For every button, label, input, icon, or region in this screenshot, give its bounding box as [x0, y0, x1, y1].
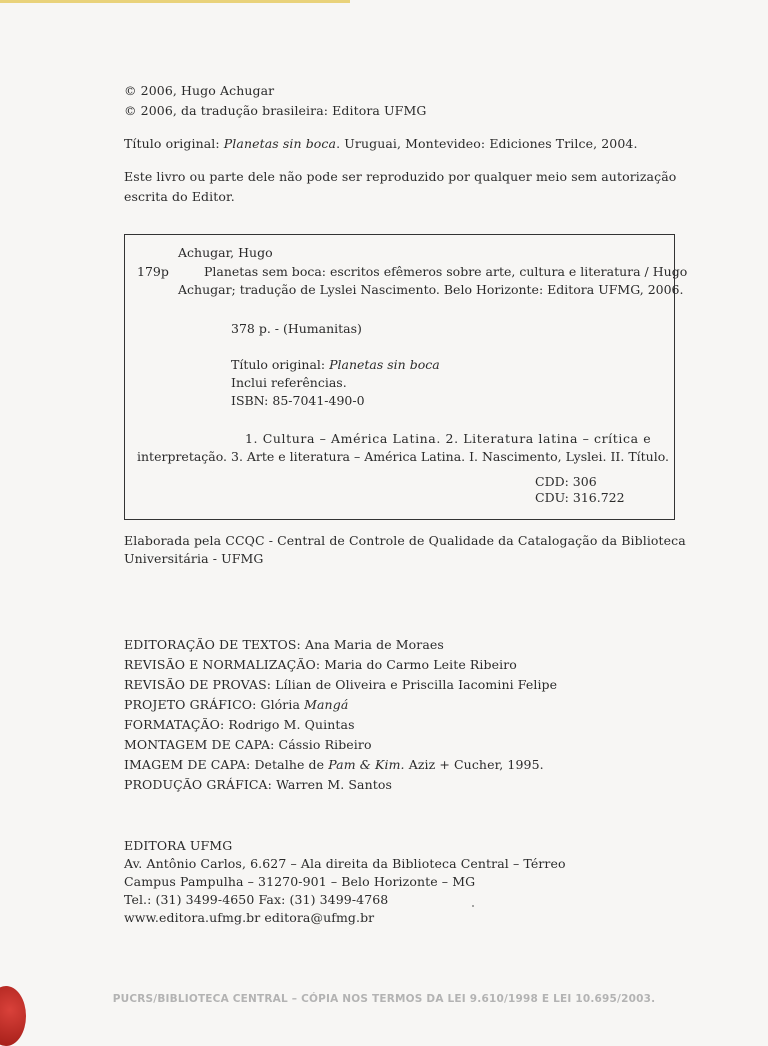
rights-notice-line2: escrita do Editor. [124, 189, 235, 204]
catalog-original-title-prefix: Título original: [231, 357, 330, 372]
publisher-web: www.editora.ufmg.br editora@ufmg.br [124, 910, 375, 925]
catalog-title-line2: Achugar; tradução de Lyslei Nascimento. Belo Horizonte: Editora UFMG, 2006. [178, 282, 684, 297]
credit-role: EDITORAÇÃO DE TEXTOS: [124, 637, 305, 652]
credit-name: Lílian de Oliveira e Priscilla Iacomini Felipe [275, 677, 558, 692]
catalog-isbn: ISBN: 85-7041-490-0 [231, 393, 365, 408]
catalog-title-line1: Planetas sem boca: escritos efêmeros sobre arte, cultura e literatura / Hugo [204, 264, 688, 279]
credit-name: Glória [260, 697, 305, 712]
catalog-author: Achugar, Hugo [178, 245, 273, 260]
credit-name-suffix: Aziz + Cucher, 1995. [404, 757, 544, 772]
credit-cover-image [124, 757, 544, 772]
credit-role: MONTAGEM DE CAPA: [124, 737, 279, 752]
credit-graphic-production [124, 777, 392, 792]
credit-name: Maria do Carmo Leite Ribeiro [324, 657, 517, 672]
credit-name-italic: Mangá [304, 697, 349, 712]
catalog-references: Inclui referências. [231, 375, 347, 390]
catalog-original-title-italic: Planetas sin boca [329, 357, 440, 372]
original-title-suffix: . Uruguai, Montevideo: Ediciones Trilce, 2004. [336, 136, 638, 151]
credit-role: IMAGEM DE CAPA: [124, 757, 255, 772]
rights-notice-line1: Este livro ou parte dele não pode ser reproduzido por qualquer meio sem autorização [124, 169, 677, 184]
credit-name: Warren M. Santos [276, 777, 393, 792]
catalog-original-title [231, 357, 440, 372]
credit-proofreading [124, 677, 557, 692]
credit-name-italic: Pam & Kim. [328, 757, 405, 772]
copyright-author: © 2006, Hugo Achugar [124, 83, 275, 98]
credit-name: Detalhe de [254, 757, 329, 772]
prepared-by-line2: Universitária - UFMG [124, 551, 264, 566]
copyright-law-notice: PUCRS/BIBLIOTECA CENTRAL – CÓPIA NOS TERMOS DA LEI 9.610/1998 E LEI 10.695/2003. [112, 993, 656, 1005]
catalog-subjects-line2: interpretação. 3. Arte e literatura – América Latina. I. Nascimento, Lyslei. II. Título. [137, 449, 670, 464]
credit-role: REVISÃO E NORMALIZAÇÃO: [124, 657, 325, 672]
catalog-pages: 378 p. - (Humanitas) [231, 321, 362, 336]
credit-revision-normalization [124, 657, 517, 672]
credit-text-editing [124, 637, 444, 652]
credit-role: PRODUÇÃO GRÁFICA: [124, 777, 277, 792]
catalog-card [124, 234, 688, 520]
stray-dot [472, 905, 474, 907]
credit-name: Rodrigo M. Quintas [228, 717, 355, 732]
original-title-italic: Planetas sin boca [223, 136, 337, 151]
credit-name: Ana Maria de Moraes [304, 637, 444, 652]
credit-formatting [124, 717, 355, 732]
catalog-cdu: CDU: 316.722 [535, 490, 625, 505]
publisher-phone: Tel.: (31) 3499-4650 Fax: (31) 3499-4768 [124, 892, 389, 907]
publisher-address2: Campus Pampulha – 31270-901 – Belo Horizonte – MG [124, 874, 476, 889]
credit-graphic-design [124, 697, 348, 712]
credit-cover-assembly [124, 737, 372, 752]
credit-role: FORMATAÇÃO: [124, 717, 229, 732]
copyright-translation: © 2006, da tradução brasileira: Editora UFMG [124, 103, 427, 118]
credit-name: Cássio Ribeiro [278, 737, 372, 752]
catalog-subjects-line1: 1. Cultura – América Latina. 2. Literatura latina – crítica e [245, 431, 652, 446]
original-title-line [124, 136, 638, 151]
top-edge-strip [0, 0, 350, 3]
publisher-name: EDITORA UFMG [124, 838, 233, 853]
catalog-cdd: CDD: 306 [535, 474, 597, 489]
catalog-call-number: 179p [137, 264, 169, 279]
original-title-prefix: Título original: [124, 136, 224, 151]
publisher-address1: Av. Antônio Carlos, 6.627 – Ala direita da Biblioteca Central – Térreo [124, 856, 566, 871]
credit-role: REVISÃO DE PROVAS: [124, 677, 276, 692]
prepared-by-line1: Elaborada pela CCQC - Central de Controle de Qualidade da Catalogação da Biblioteca [124, 533, 686, 548]
credit-role: PROJETO GRÁFICO: [124, 697, 261, 712]
